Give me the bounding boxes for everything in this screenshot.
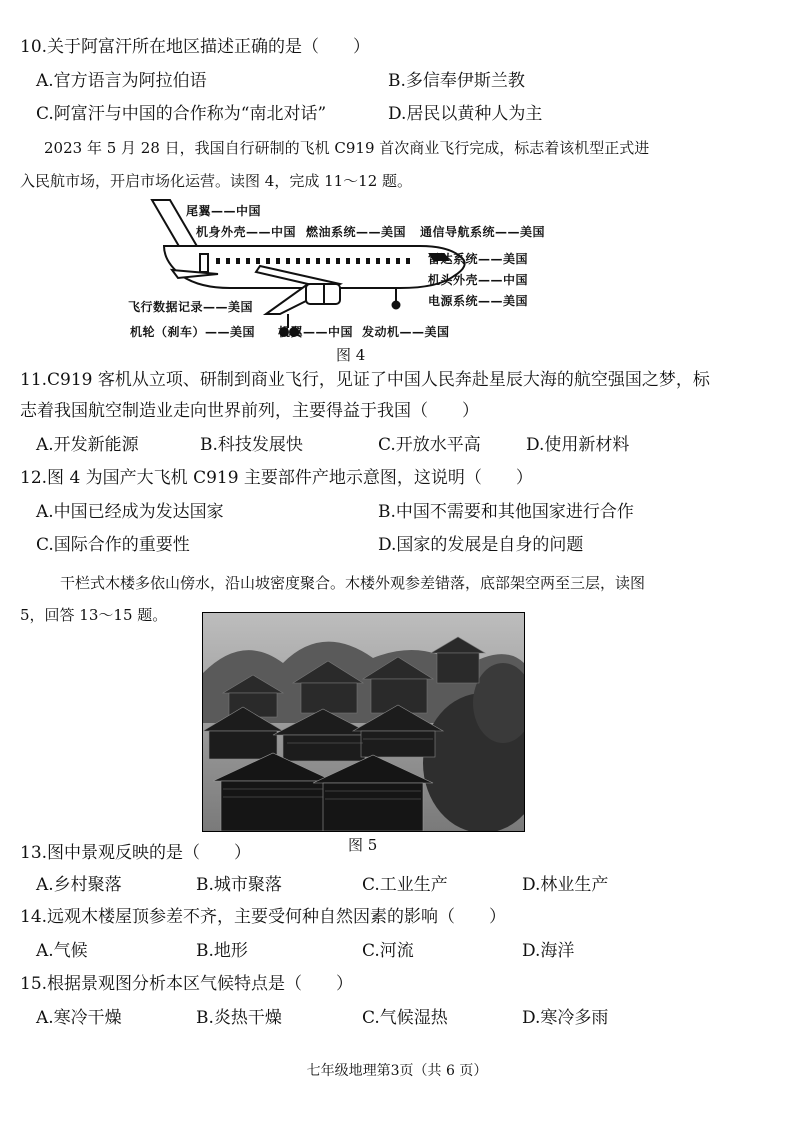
q11-option-c: C.开放水平高 [378,435,481,455]
q14-option-d: D.海洋 [522,941,575,961]
intro2-line1: 干栏式木楼多依山傍水，沿山坡密度聚合。木楼外观参差错落，底部架空两至三层，读图 [60,574,646,592]
label-wings: 机翼——中国 [278,325,354,339]
c919-airplane-diagram [120,196,550,342]
q13-option-c: C.工业生产 [362,875,448,895]
q10-option-c: C.阿富汗与中国的合作称为“南北对话” [36,104,327,124]
q10-option-d: D.居民以黄种人为主 [388,104,543,124]
q13-stem: 13.图中景观反映的是（ ） [20,843,252,863]
q15-stem: 15.根据景观图分析本区气候特点是（ ） [20,974,354,994]
label-engine: 发动机——美国 [362,325,450,339]
q11-stem-line2: 志着我国航空制造业走向世界前列，主要得益于我国（ ） [20,401,479,421]
q15-option-a: A.寒冷干燥 [36,1008,122,1028]
q12-option-b: B.中国不需要和其他国家进行合作 [378,502,634,522]
q12-option-a: A.中国已经成为发达国家 [36,502,224,522]
stilt-house-village-photo [202,612,525,832]
q10-option-b: B.多信奉伊斯兰教 [388,71,525,91]
q14-option-b: B.地形 [196,941,248,961]
label-wheels: 机轮（刹车）——美国 [130,325,256,339]
label-power: 电源系统——美国 [428,294,529,308]
intro1-line1: 2023 年 5 月 28 日，我国自行研制的飞机 C919 首次商业飞行完成，标志着该机型正式进 [44,139,650,157]
q13-option-b: B.城市聚落 [196,875,282,895]
page-footer: 七年级地理第3页（共 6 页） [306,1063,488,1079]
q11-option-d: D.使用新材料 [526,435,630,455]
q12-stem: 12.图 4 为国产大飞机 C919 主要部件产地示意图，这说明（ ） [20,468,533,488]
label-recorder: 飞行数据记录——美国 [128,300,254,314]
q14-stem: 14.远观木楼屋顶参差不齐，主要受何种自然因素的影响（ ） [20,907,507,927]
figure4-caption: 图 4 [336,346,366,364]
q11-option-b: B.科技发展快 [200,435,303,455]
q14-option-c: C.河流 [362,941,414,961]
label-tail: 尾翼——中国 [186,204,262,218]
q15-option-b: B.炎热干燥 [196,1008,282,1028]
q12-option-d: D.国家的发展是自身的问题 [378,535,584,555]
intro2-line2: 5，回答 13～15 题。 [20,606,168,624]
label-nose: 机头外壳——中国 [428,273,529,287]
q11-option-a: A.开发新能源 [36,435,139,455]
q12-option-c: C.国际合作的重要性 [36,535,190,555]
intro1-line2: 入民航市场，开启市场化运营。读图 4，完成 11～12 题。 [20,172,413,190]
q15-option-d: D.寒冷多雨 [522,1008,609,1028]
q11-stem-line1: 11.C919 客机从立项、研制到商业飞行，见证了中国人民奔赴星辰大海的航空强国之梦，标 [20,370,710,390]
q10-stem: 10.关于阿富汗所在地区描述正确的是（ ） [20,37,371,57]
label-fuel: 燃油系统——美国 [306,225,407,239]
q13-option-a: A.乡村聚落 [36,875,122,895]
label-radar: 雷达系统——美国 [428,252,529,266]
label-fuselage: 机身外壳——中国 [196,225,297,239]
q13-option-d: D.林业生产 [522,875,609,895]
q14-option-a: A.气候 [36,941,88,961]
label-nav: 通信导航系统——美国 [420,225,546,239]
q15-option-c: C.气候湿热 [362,1008,448,1028]
q10-option-a: A.官方语言为阿拉伯语 [36,71,207,91]
figure5-caption: 图 5 [348,836,378,854]
